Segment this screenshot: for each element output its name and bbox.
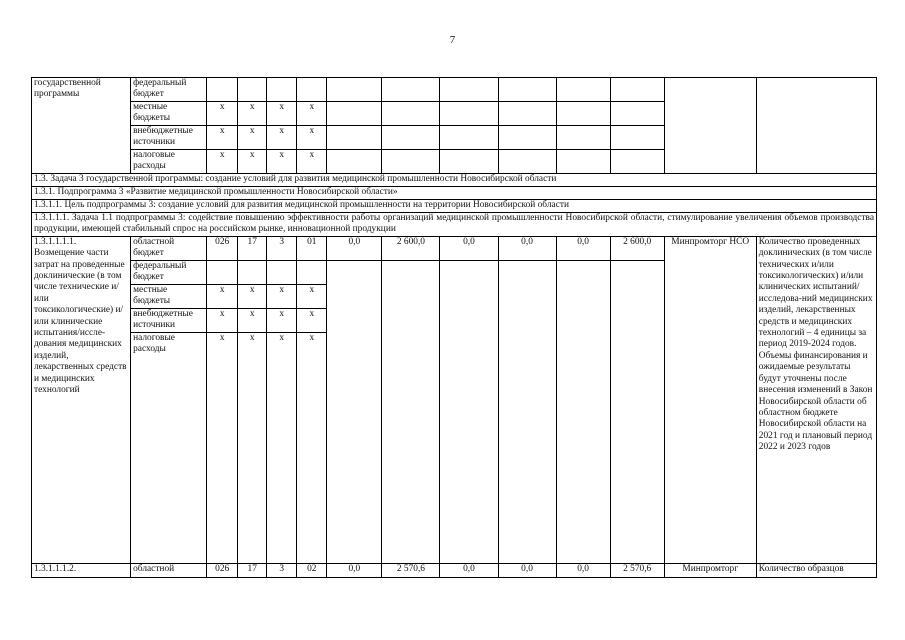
code-cell: x xyxy=(207,126,238,150)
amount-cell: 0,0 xyxy=(498,236,556,260)
code-cell: 17 xyxy=(238,236,267,260)
code-cell xyxy=(267,78,297,102)
funding-source: местные бюджеты xyxy=(131,102,207,126)
code-cell xyxy=(297,78,327,102)
code-cell: 026 xyxy=(207,236,238,260)
funding-source: внебюджетные источники xyxy=(131,308,207,332)
amount-cell xyxy=(327,260,382,284)
amount-cell xyxy=(440,308,498,332)
table-row xyxy=(32,78,877,102)
amount-cell xyxy=(556,332,610,563)
executor-cell xyxy=(664,78,756,174)
code-cell: 02 xyxy=(297,563,327,577)
amount-cell xyxy=(556,260,610,284)
funding-source: федеральный бюджет xyxy=(131,78,207,102)
amount-cell xyxy=(610,332,664,563)
funding-source: налоговые расходы xyxy=(131,150,207,174)
amount-cell xyxy=(440,260,498,284)
code-cell xyxy=(238,78,267,102)
program-label: государственной программы xyxy=(32,78,131,174)
amount-cell xyxy=(610,260,664,284)
section-heading: 1.3. Задача 3 государственной программы: создание условий для развития медицинской промышленности Новосибирской области xyxy=(32,174,877,187)
code-cell: x xyxy=(238,332,267,563)
code-cell: x xyxy=(297,332,327,563)
amount-cell xyxy=(498,284,556,308)
code-cell: x xyxy=(267,102,297,126)
amount-cell: 0,0 xyxy=(327,563,382,577)
amount-cell: 0,0 xyxy=(440,563,498,577)
code-cell: 026 xyxy=(207,563,238,577)
measure-name: Возмещение части затрат на проведенные доклинические (в том числе технические и/или токсикологические) и/или клинические испытания/иссле-дования медицинских изделий, лекарственных средств и медицинских технологий xyxy=(34,248,127,396)
code-cell: x xyxy=(297,284,327,308)
amount-cell: 2 570,6 xyxy=(610,563,664,577)
amount-cell xyxy=(440,284,498,308)
amount-cell: 2 570,6 xyxy=(382,563,440,577)
measure-code: 1.3.1.1.1.1. xyxy=(34,236,77,247)
amount-cell: 2 600,0 xyxy=(610,236,664,260)
amount-cell xyxy=(327,332,382,563)
code-cell: x xyxy=(267,150,297,174)
table-row xyxy=(32,236,877,260)
code-cell: x xyxy=(297,150,327,174)
code-cell: 01 xyxy=(297,236,327,260)
code-cell: 3 xyxy=(267,236,297,260)
code-cell: x xyxy=(207,284,238,308)
table-row xyxy=(32,563,877,577)
amount-cell: 0,0 xyxy=(556,563,610,577)
amount-cell xyxy=(382,308,440,332)
funding-source: областной xyxy=(131,563,207,577)
code-cell: x xyxy=(238,102,267,126)
amount-cell: 0,0 xyxy=(440,236,498,260)
code-cell: x xyxy=(267,284,297,308)
code-cell: x xyxy=(238,150,267,174)
funding-source: областной бюджет xyxy=(131,236,207,260)
amount-cell xyxy=(556,284,610,308)
funding-source: налоговые расходы xyxy=(131,332,207,563)
code-cell xyxy=(267,260,297,284)
code-cell xyxy=(238,260,267,284)
code-cell: 17 xyxy=(238,563,267,577)
code-cell: x xyxy=(238,126,267,150)
code-cell: x xyxy=(238,284,267,308)
program-table xyxy=(31,77,877,578)
amount-cell xyxy=(382,260,440,284)
result-cell: Количество проведенных доклинических (в том числе технических и/или токсикологических) и/или клинических испытаний/исследова-ний медицинских изделий, лекарственных средств и медицинских технологий – 4 единицы за период 2019-2024 годов. Объемы финансирования и ожидаемые результаты будут уточнены после внесения изменений в Закон Новосибирской области об областном бюджете Новосибирской области на 2021 год и плановый период 2022 и 2023 годов xyxy=(756,236,876,563)
result-cell: Количество образцов xyxy=(756,563,876,577)
code-cell: x xyxy=(238,308,267,332)
amount-cell: 0,0 xyxy=(498,563,556,577)
amount-cell xyxy=(440,332,498,563)
code-cell xyxy=(207,78,238,102)
amount-cell: 2 600,0 xyxy=(382,236,440,260)
amount-cell xyxy=(610,308,664,332)
amount-cell: 0,0 xyxy=(556,236,610,260)
amount-cell xyxy=(382,284,440,308)
code-cell: x xyxy=(297,102,327,126)
code-cell: x xyxy=(297,126,327,150)
code-cell: x xyxy=(207,308,238,332)
code-cell: x xyxy=(207,102,238,126)
executor-cell: Минпромторг НСО xyxy=(664,236,756,563)
amount-cell xyxy=(382,332,440,563)
amount-cell: 0,0 xyxy=(327,236,382,260)
measure-cell xyxy=(32,236,131,563)
code-cell: x xyxy=(207,332,238,563)
amount-cell xyxy=(327,284,382,308)
task-heading: 1.3.1.1.1. Задача 1.1 подпрограммы 3: содействие повышению эффективности работы организаций медицинской промышленности Новосибирской области, стимулирование увеличения объемов производства продукции, имеющей стабильный спрос на российском рынке, инновационной продукции xyxy=(32,213,877,237)
executor-cell: Минпромторг xyxy=(664,563,756,577)
code-cell xyxy=(207,260,238,284)
code-cell: 3 xyxy=(267,563,297,577)
result-cell xyxy=(756,78,876,174)
goal-heading: 1.3.1.1. Цель подпрограммы 3: создание условий для развития медицинской промышленности на территории Новосибирской области xyxy=(32,200,877,213)
amount-cell xyxy=(610,284,664,308)
amount-cell xyxy=(498,332,556,563)
measure-code: 1.3.1.1.1.2. xyxy=(32,563,131,577)
code-cell: x xyxy=(267,126,297,150)
code-cell: x xyxy=(297,308,327,332)
funding-source: местные бюджеты xyxy=(131,284,207,308)
funding-source: внебюджетные источники xyxy=(131,126,207,150)
code-cell: x xyxy=(267,332,297,563)
amount-cell xyxy=(327,308,382,332)
funding-source: федеральный бюджет xyxy=(131,260,207,284)
code-cell: x xyxy=(267,308,297,332)
amount-cell xyxy=(498,260,556,284)
page-number: 7 xyxy=(449,34,456,46)
code-cell: x xyxy=(207,150,238,174)
subprogram-heading: 1.3.1. Подпрограмма 3 «Развитие медицинской промышленности Новосибирской области» xyxy=(32,187,877,200)
amount-cell xyxy=(498,308,556,332)
amount-cell xyxy=(556,308,610,332)
code-cell xyxy=(297,260,327,284)
